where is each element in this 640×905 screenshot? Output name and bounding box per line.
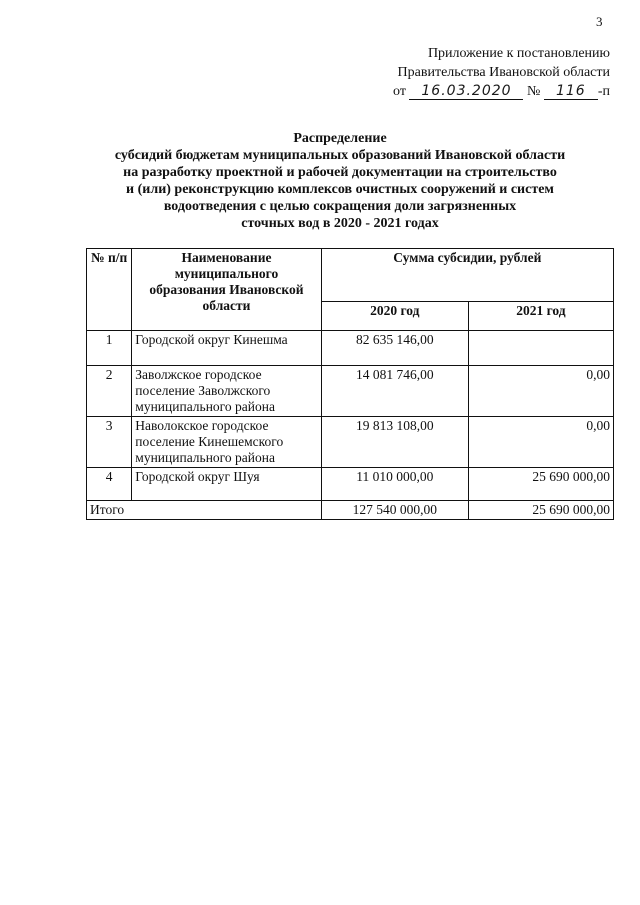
row-number: 1	[87, 331, 132, 366]
header-sum: Сумма субсидии, рублей	[321, 249, 613, 302]
title-line-5: водоотведения с целью сокращения доли загрязненных	[163, 199, 517, 214]
row-amount-2020: 82 635 146,00	[321, 331, 468, 366]
title-line-4: и (или) реконструкцию комплексов очистных сооружений и систем	[126, 182, 554, 197]
row-name: Заволжское городское поселение Заволжского муниципального района	[132, 366, 321, 417]
row-amount-2020: 14 081 746,00	[321, 366, 468, 417]
appendix-date-number-line	[393, 82, 610, 101]
row-name: Городской округ Шуя	[132, 468, 321, 501]
number-suffix: -п	[597, 84, 610, 99]
handwritten-date: 16.03.2020	[409, 83, 523, 100]
row-name: Городской округ Кинешма	[132, 331, 321, 366]
title-line-2: субсидий бюджетам муниципальных образований Ивановской области	[114, 148, 566, 163]
row-number: 4	[87, 468, 132, 501]
appendix-line-2: Правительства Ивановской области	[397, 65, 610, 80]
header-number: № п/п	[87, 249, 132, 331]
document-title	[80, 130, 600, 232]
appendix-header	[393, 44, 610, 101]
page-number: 3	[596, 14, 603, 29]
table-row	[87, 366, 614, 417]
table-row	[87, 331, 614, 366]
subsidy-table	[86, 248, 614, 520]
row-number: 3	[87, 417, 132, 468]
title-line-3: на разработку проектной и рабочей документации на строительство	[123, 165, 557, 180]
table-row	[87, 417, 614, 468]
row-name: Наволокское городское поселение Кинешемского муниципального района	[132, 417, 321, 468]
title-line-6: сточных вод в 2020 - 2021 годах	[241, 216, 439, 231]
header-year-2021: 2021 год	[468, 302, 613, 331]
row-amount-2021: 25 690 000,00	[468, 468, 613, 501]
total-amount-2020: 127 540 000,00	[321, 501, 468, 520]
appendix-line-1: Приложение к постановлению	[427, 46, 610, 61]
total-amount-2021: 25 690 000,00	[468, 501, 613, 520]
row-amount-2021: 0,00	[468, 417, 613, 468]
table-row	[87, 468, 614, 501]
row-amount-2021: 0,00	[468, 366, 613, 417]
row-amount-2020: 11 010 000,00	[321, 468, 468, 501]
number-prefix: №	[526, 84, 541, 99]
title-line-1: Распределение	[293, 131, 387, 146]
row-amount-2020: 19 813 108,00	[321, 417, 468, 468]
total-label: Итого	[87, 501, 322, 520]
header-year-2020: 2020 год	[321, 302, 468, 331]
row-amount-2021	[468, 331, 613, 366]
total-row	[87, 501, 614, 520]
header-name: Наименование муниципального образования Ивановской области	[132, 249, 321, 331]
date-prefix: от	[393, 84, 406, 99]
row-number: 2	[87, 366, 132, 417]
handwritten-number: 116	[544, 83, 598, 100]
